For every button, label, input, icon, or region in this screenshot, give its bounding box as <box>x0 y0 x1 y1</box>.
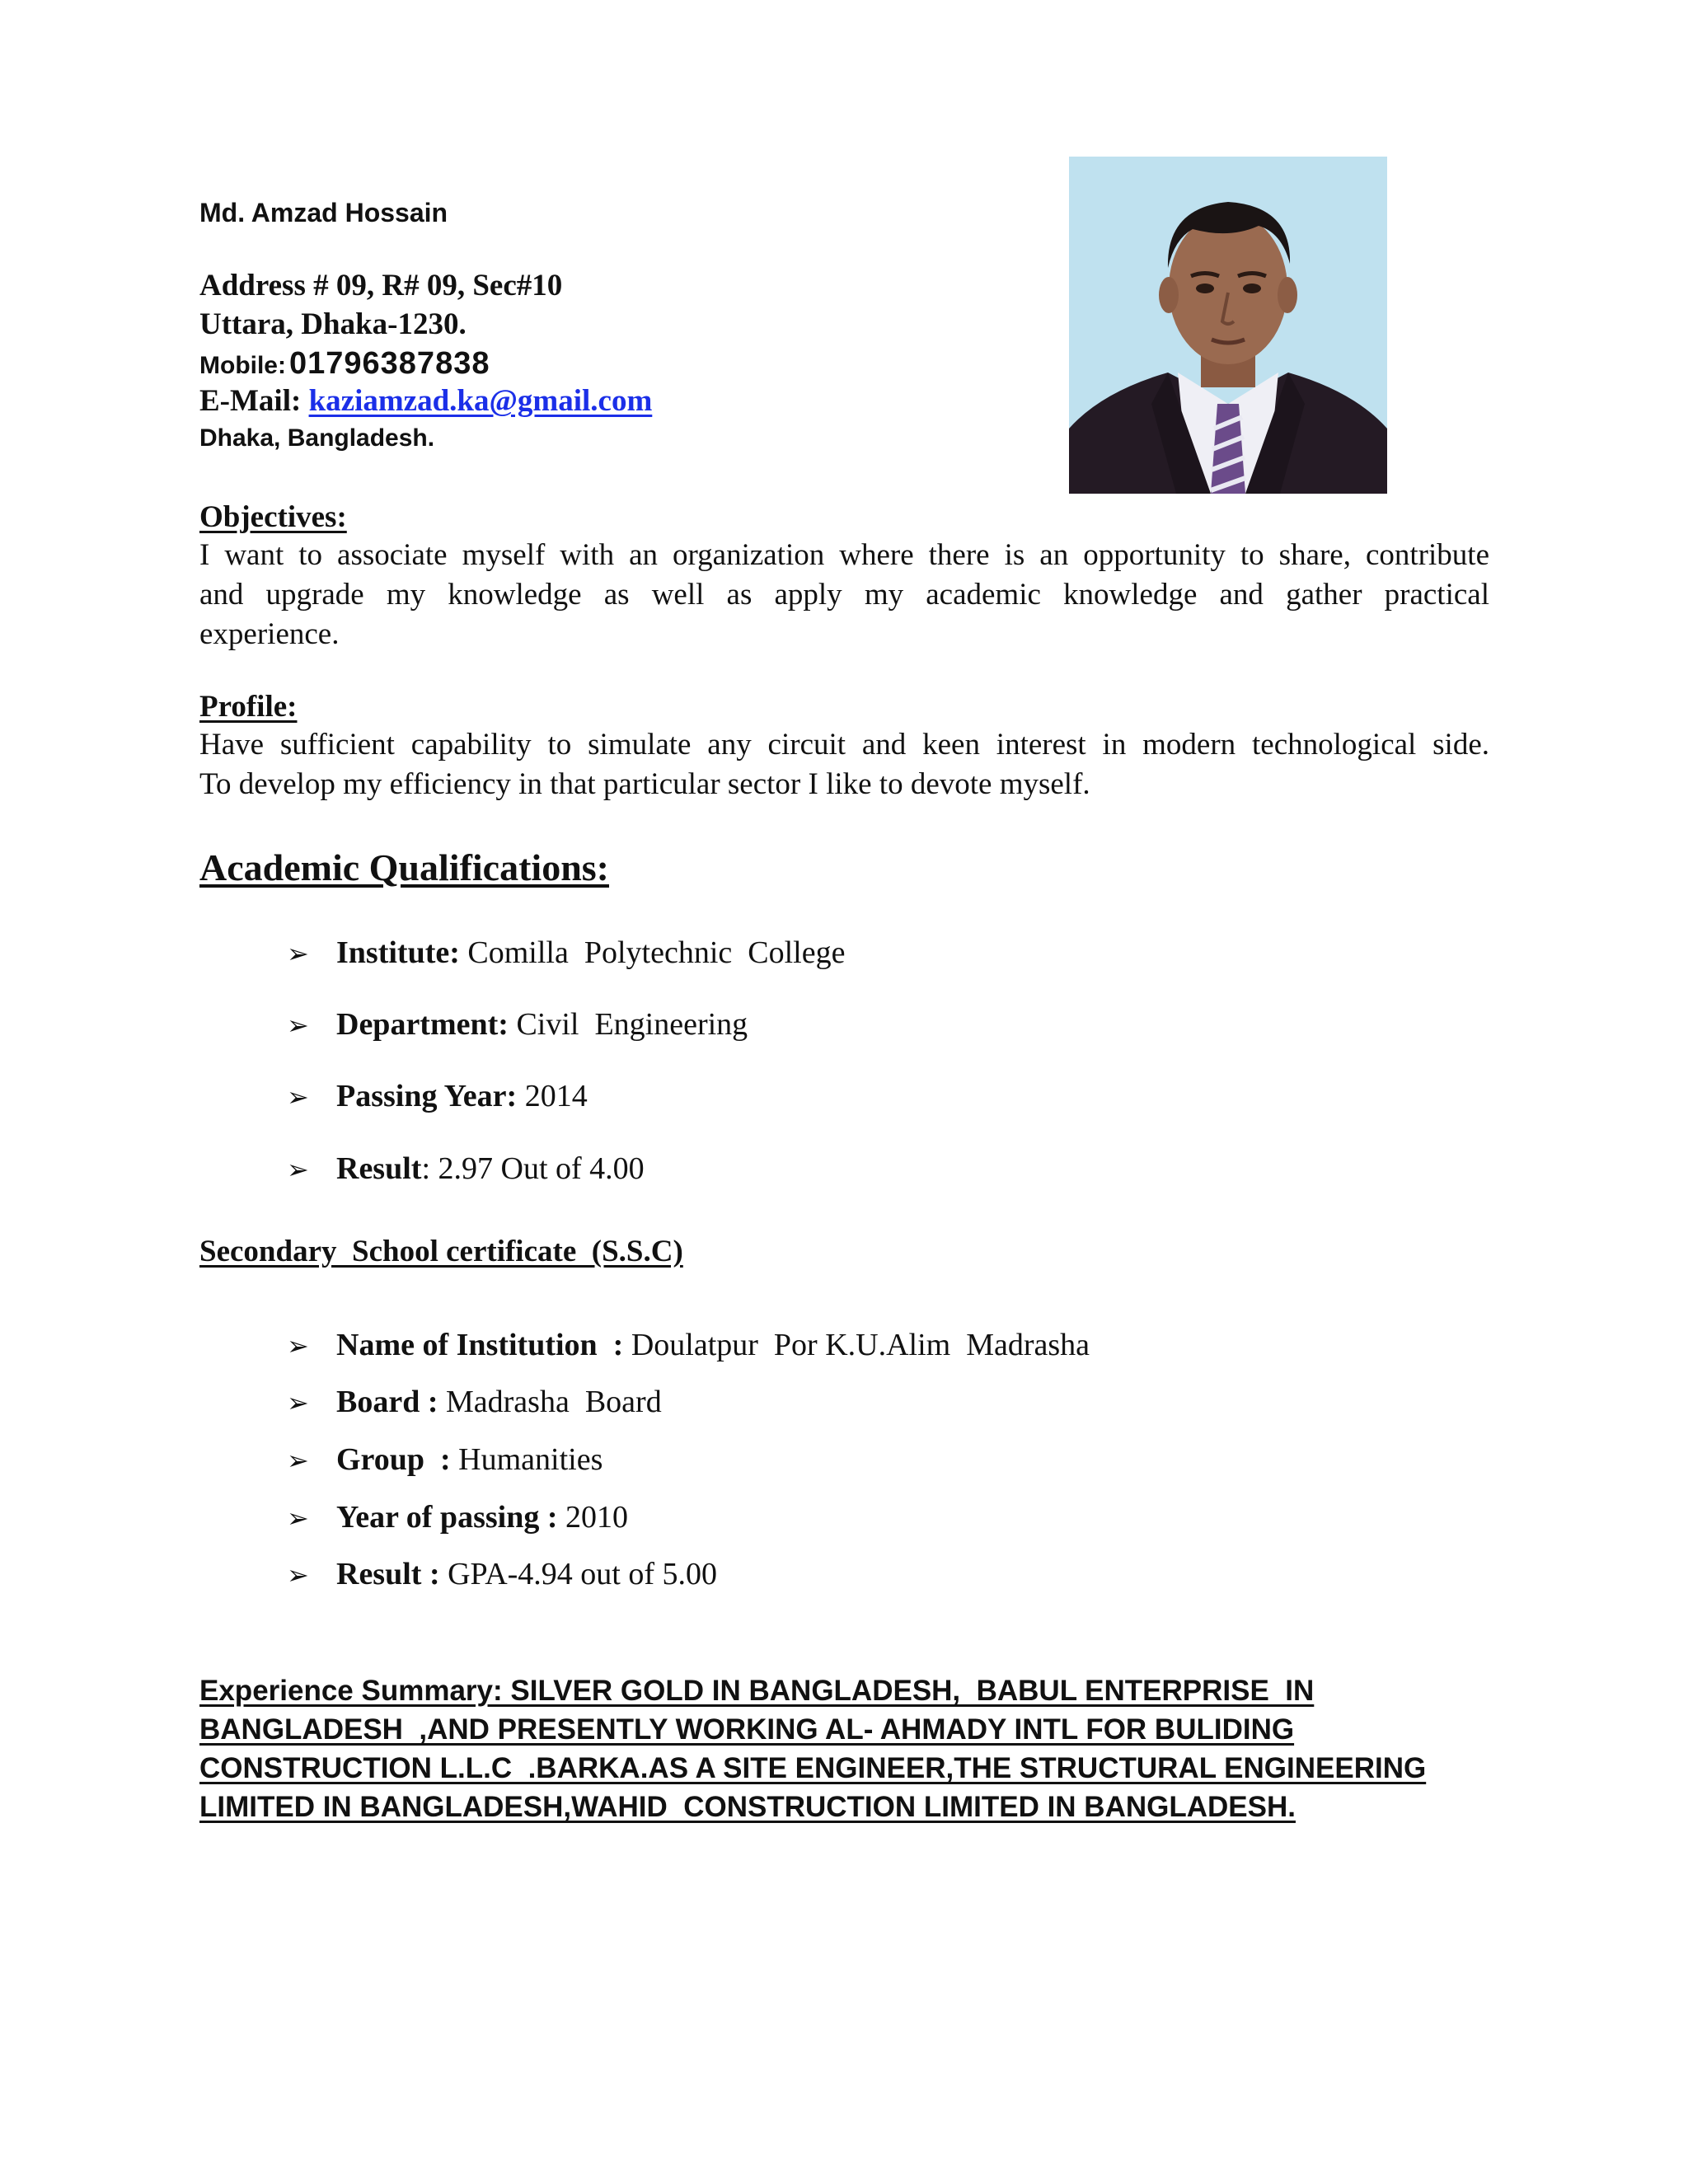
academic-item <box>287 1151 645 1187</box>
ssc-item-label: Board : <box>336 1385 438 1419</box>
arrowhead-bullet-icon: ➢ <box>287 1559 309 1591</box>
arrowhead-bullet-icon: ➢ <box>287 1445 309 1476</box>
academic-item-label: Result <box>336 1151 422 1186</box>
arrowhead-bullet-icon: ➢ <box>287 1154 309 1185</box>
academic-item-value: : 2.97 Out of 4.00 <box>421 1151 645 1186</box>
academic-item-label: Department: <box>336 1007 509 1042</box>
ssc-item <box>287 1327 1090 1363</box>
experience-line-3: CONSTRUCTION L.L.C .BARKA.AS A SITE ENGINEER,THE STRUCTURAL ENGINEERING <box>199 1752 1427 1784</box>
academic-heading: Academic Qualifications: <box>199 846 609 888</box>
applicant-name: Md. Amzad Hossain <box>199 198 448 227</box>
experience-summary <box>199 1671 1518 1826</box>
ssc-item-value: 2010 <box>557 1500 628 1535</box>
ssc-item-label: Group : <box>336 1442 451 1477</box>
objectives-line-1: I want to associate myself with an organization where there is an opportunity to share, contribute <box>199 538 1489 572</box>
academic-item-value: Civil Engineering <box>508 1007 748 1042</box>
experience-line-4: LIMITED IN BANGLADESH,WAHID CONSTRUCTION LIMITED IN BANGLADESH. <box>199 1791 1296 1823</box>
arrowhead-bullet-icon: ➢ <box>287 1502 309 1534</box>
experience-line-1: Experience Summary: SILVER GOLD IN BANGLADESH, BABUL ENTERPRISE IN <box>199 1675 1315 1707</box>
academic-item <box>287 1006 748 1043</box>
arrowhead-bullet-icon: ➢ <box>287 1330 309 1361</box>
ssc-item <box>287 1384 662 1420</box>
ssc-item-value: Humanities <box>450 1442 603 1477</box>
mobile-label: Mobile: <box>199 352 286 379</box>
objectives-heading: Objectives: <box>199 500 347 534</box>
ssc-item-label: Result : <box>336 1557 440 1591</box>
profile-line-2: To develop my efficiency in that particular sector I like to devote myself. <box>199 767 1090 801</box>
arrowhead-bullet-icon: ➢ <box>287 1387 309 1418</box>
ssc-item <box>287 1499 628 1535</box>
academic-item-label: Institute: <box>336 935 460 970</box>
academic-item <box>287 935 845 971</box>
profile-text <box>199 725 1489 804</box>
arrowhead-bullet-icon: ➢ <box>287 1081 309 1113</box>
objectives-text <box>199 536 1489 654</box>
email-label: E-Mail: <box>199 384 302 418</box>
ssc-item <box>287 1556 717 1592</box>
ssc-item <box>287 1441 603 1478</box>
city-line: Dhaka, Bangladesh. <box>199 424 435 452</box>
objectives-line-3: experience. <box>199 617 340 651</box>
profile-line-1: Have sufficient capability to simulate any circuit and keen interest in modern technological side. <box>199 728 1489 762</box>
mobile-number: 01796387838 <box>289 346 490 381</box>
address-line-1: Address # 09, R# 09, Sec#10 <box>199 269 563 302</box>
academic-item-label: Passing Year: <box>336 1079 518 1113</box>
profile-heading: Profile: <box>199 690 298 724</box>
academic-item-value: Comilla Polytechnic College <box>459 935 846 970</box>
objectives-line-2: and upgrade my knowledge as well as apply my academic knowledge and gather practical <box>199 578 1489 612</box>
ssc-item-value: Madrasha Board <box>438 1385 662 1419</box>
ssc-heading: Secondary School certificate (S.S.C) <box>199 1235 683 1268</box>
ssc-item-label: Name of Institution : <box>336 1328 624 1362</box>
address-line-2: Uttara, Dhaka-1230. <box>199 307 467 341</box>
academic-item <box>287 1078 588 1114</box>
arrowhead-bullet-icon: ➢ <box>287 938 309 969</box>
email-link[interactable]: kaziamzad.ka@gmail.com <box>308 384 653 418</box>
arrowhead-bullet-icon: ➢ <box>287 1010 309 1041</box>
ssc-item-value: Doulatpur Por K.U.Alim Madrasha <box>623 1328 1090 1362</box>
academic-item-value: 2014 <box>517 1079 588 1113</box>
experience-line-2: BANGLADESH ,AND PRESENTLY WORKING AL- AHMADY INTL FOR BULIDING <box>199 1713 1295 1746</box>
profile-photo <box>1069 157 1387 494</box>
email-line <box>199 383 652 419</box>
mobile-line <box>199 346 490 382</box>
ssc-item-label: Year of passing : <box>336 1500 558 1535</box>
ssc-item-value: GPA-4.94 out of 5.00 <box>439 1557 718 1591</box>
